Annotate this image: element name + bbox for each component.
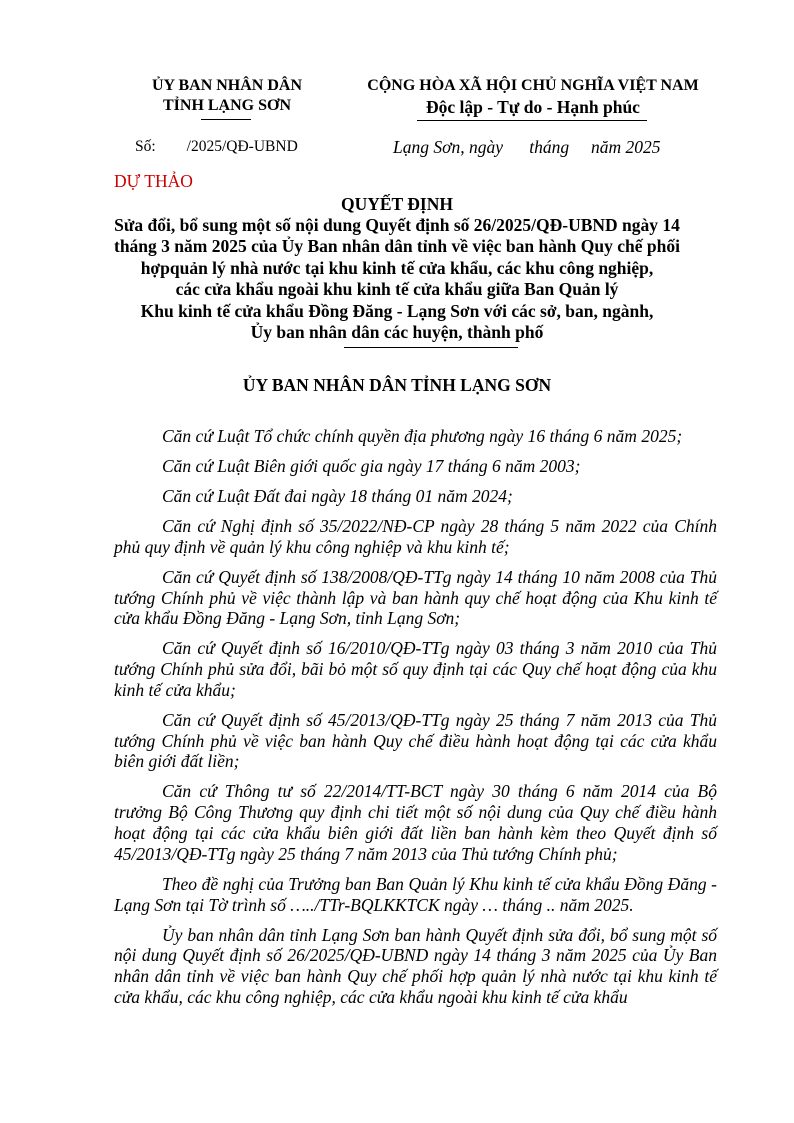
body-paragraph: Căn cứ Quyết định số 138/2008/QĐ-TTg ngày 14 tháng 10 năm 2008 của Thủ tướng Chính phủ về việc thành lập và ban hành quy chế hoạt động của Khu kinh tế cửa khẩu Đồng Đăng - Lạng Sơn, tỉnh Lạng Sơn;	[114, 566, 717, 629]
body-paragraph: Căn cứ Luật Tổ chức chính quyền địa phương ngày 16 tháng 6 năm 2025;	[162, 426, 683, 446]
body-paragraph: Căn cứ Thông tư số 22/2014/TT-BCT ngày 30 tháng 6 năm 2014 của Bộ trưởng Bộ Công Thương quy định chi tiết một số nội dung của Quy chế điều hành hoạt động tại các cửa khẩu biên giới đất liền ban hành kèm theo Quyết định số 45/2013/QĐ-TTg ngày 25 tháng 7 năm 2013 của Thủ tướng Chính phủ;	[114, 781, 717, 864]
draft-label: DỰ THẢO	[114, 171, 193, 191]
body-paragraph: Theo đề nghị của Trưởng ban Ban Quản lý Khu kinh tế cửa khẩu Đồng Đăng - Lạng Sơn tại Tờ trình số …../TTr-BQLKKTCK ngày … tháng .. năm 2025.	[114, 873, 717, 915]
body-paragraph: Căn cứ Quyết định số 45/2013/QĐ-TTg ngày 25 tháng 7 năm 2013 của Thủ tướng Chính phủ về việc ban hành Quy chế điều hành hoạt động tại các cửa khẩu biên giới đất liền;	[114, 709, 717, 772]
subtitle-line: Sửa đổi, bổ sung một số nội dung Quyết định số 26/2025/QĐ-UBND ngày 14	[114, 215, 680, 235]
document-number: Số: /2025/QĐ-UBND	[135, 138, 298, 155]
document-title: QUYẾT ĐỊNH	[341, 194, 453, 214]
document-body	[114, 426, 717, 1017]
subtitle-line: Ủy ban nhân dân các huyện, thành phố	[250, 322, 544, 343]
body-paragraph: Căn cứ Luật Đất đai ngày 18 tháng 01 năm 2024;	[162, 485, 513, 506]
issuing-agency-line1: ỦY BAN NHÂN DÂN	[151, 77, 303, 94]
national-name: CỘNG HÒA XÃ HỘI CHỦ NGHĨA VIỆT NAM	[367, 77, 699, 94]
body-paragraph: Ủy ban nhân dân tỉnh Lạng Sơn ban hành Quyết định sửa đổi, bổ sung một số nội dung Quyết định số 26/2025/QĐ-UBND ngày 14 tháng 3 năm 2025 của Ủy Ban nhân dân tỉnh về việc ban hành Quy chế phối hợp quản lý nhà nước tại khu kinh tế cửa khẩu, các khu công nghiệp, các cửa khẩu ngoài khu kinh tế cửa khẩu	[114, 924, 717, 1008]
place-date: Lạng Sơn, ngày tháng năm 2025	[393, 137, 661, 157]
subtitle-line: các cửa khẩu ngoài khu kinh tế cửa khẩu giữa Ban Quản lý	[175, 279, 619, 300]
issuing-agency-line2: TỈNH LẠNG SƠN	[162, 97, 292, 114]
issuing-agency	[112, 76, 342, 116]
agency-underline	[201, 119, 251, 120]
subtitle-underline	[344, 347, 518, 348]
motto-underline	[417, 120, 647, 121]
document-subtitle	[110, 215, 684, 343]
body-paragraph: Căn cứ Quyết định số 16/2010/QĐ-TTg ngày 03 tháng 3 năm 2010 của Thủ tướng Chính phủ sửa đổi, bãi bỏ một số quy định tại các Quy chế hoạt động của khu kinh tế cửa khẩu;	[114, 638, 717, 700]
body-paragraph: Căn cứ Luật Biên giới quốc gia ngày 17 tháng 6 năm 2003;	[162, 455, 581, 476]
subtitle-line: tháng 3 năm 2025 của Ủy Ban nhân dân tỉnh về việc ban hành Quy chế phối	[114, 236, 680, 257]
national-header	[340, 76, 726, 118]
national-motto: Độc lập - Tự do - Hạnh phúc	[426, 97, 640, 117]
authority-heading: ỦY BAN NHÂN DÂN TỈNH LẠNG SƠN	[242, 375, 552, 395]
subtitle-line: Khu kinh tế cửa khẩu Đồng Đăng - Lạng Sơn với các sở, ban, ngành,	[140, 300, 654, 321]
body-paragraph: Căn cứ Nghị định số 35/2022/NĐ-CP ngày 28 tháng 5 năm 2022 của Chính phủ quy định về quản lý khu công nghiệp và khu kinh tế;	[114, 515, 717, 557]
subtitle-line: hợpquản lý nhà nước tại khu kinh tế cửa khẩu, các khu công nghiệp,	[140, 257, 654, 278]
